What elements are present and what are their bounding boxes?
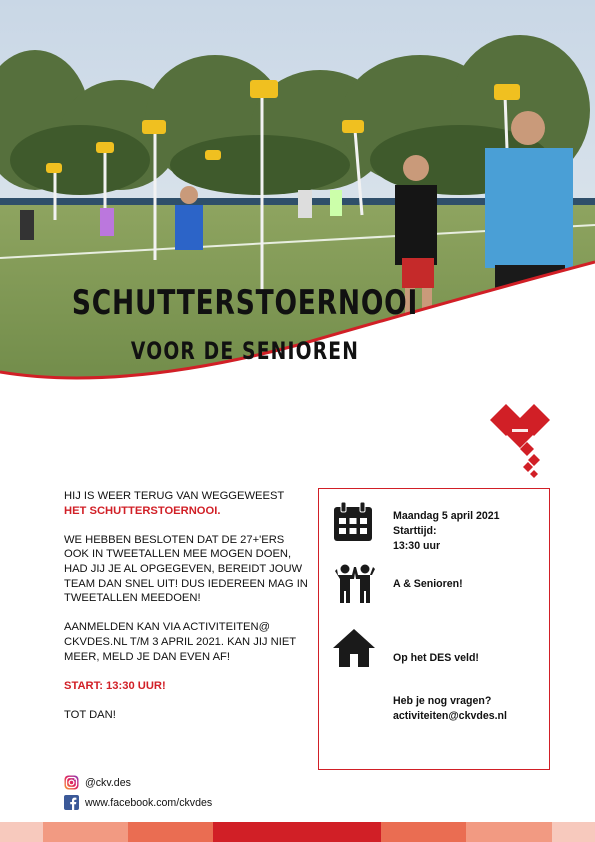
body-paragraph-1: WE HEBBEN BESLOTEN DAT DE 27+'ERS OOK IN TWEETALLEN MEE MOGEN DOEN, HAD JIJ JE AL OPGEGEVEN, BEREIDT JOUW TEAM DAN SNEL UIT! DUS IEDEREEN MAG IN TWEETALLEN MEEDOEN! <box>64 533 308 605</box>
club-logo <box>488 402 552 485</box>
footer-segment <box>381 822 466 842</box>
location-text: Op het DES veld! <box>393 652 479 664</box>
facebook-link[interactable] <box>64 795 212 810</box>
instagram-icon <box>64 775 79 790</box>
body-paragraph-2: AANMELDEN KAN VIA ACTIVITEITEN@ CKVDES.NL T/M 3 APRIL 2021. KAN JIJ NIET MEER, MELD JE DAN EVEN AF! <box>64 621 296 663</box>
intro-line: HIJ IS WEER TERUG VAN WEGGEWEEST <box>64 490 285 502</box>
intro-text <box>64 489 309 737</box>
footer-color-bar <box>0 822 595 842</box>
info-box <box>318 488 550 770</box>
contact-block <box>393 694 507 724</box>
page-title: SCHUTTERSTOERNOOI <box>71 283 419 323</box>
calendar-icon <box>332 501 374 548</box>
start-label: Starttijd: <box>393 525 437 537</box>
instagram-link[interactable] <box>64 775 131 790</box>
start-time: 13:30 uur <box>393 540 441 552</box>
footer-segment <box>0 822 43 842</box>
event-date-block <box>393 509 500 554</box>
facebook-url: www.facebook.com/ckvdes <box>85 796 213 809</box>
footer-segment <box>128 822 213 842</box>
footer-segment <box>466 822 552 842</box>
footer-segment <box>552 822 595 842</box>
question-text: Heb je nog vragen? <box>393 695 492 707</box>
instagram-handle: @ckv.des <box>85 776 131 789</box>
page-subtitle: VOOR DE SENIOREN <box>130 337 360 365</box>
home-icon <box>332 627 376 674</box>
event-date: Maandag 5 april 2021 <box>393 510 500 522</box>
closing-text: TOT DAN! <box>64 708 116 721</box>
footer-segment <box>43 822 128 842</box>
target-group: A & Senioren! <box>393 578 463 590</box>
footer-segment <box>213 822 381 842</box>
people-icon <box>334 563 376 610</box>
start-time-text: START: 13:30 UUR! <box>64 679 166 692</box>
facebook-icon <box>64 795 79 810</box>
contact-email[interactable]: activiteiten@ckvdes.nl <box>393 710 507 722</box>
intro-highlight: HET SCHUTTERSTOERNOOI. <box>64 504 221 517</box>
